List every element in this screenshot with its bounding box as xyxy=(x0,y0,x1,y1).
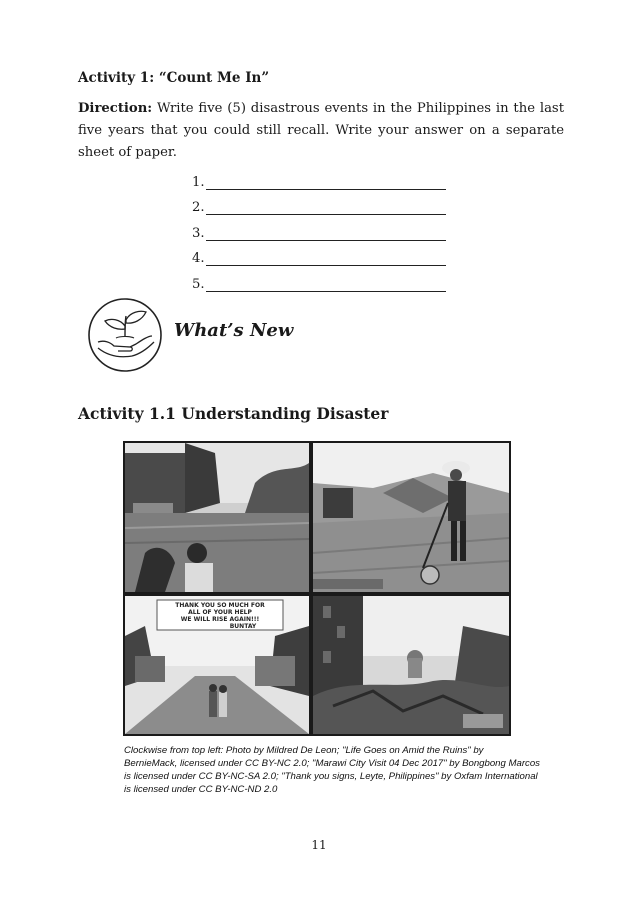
disaster-photo-collage xyxy=(123,441,511,736)
answer-number: 4. xyxy=(192,251,205,266)
activity-1-title: Activity 1: “Count Me In” xyxy=(78,70,270,86)
caption-line: Clockwise from top left: Photo by Mildred De Leon; "Life Goes on Amid the Ruins" by xyxy=(124,745,484,756)
page-number: 11 xyxy=(311,838,327,852)
city-ruins-photo xyxy=(313,596,509,734)
answer-lines xyxy=(192,164,446,292)
answer-line xyxy=(192,215,446,241)
activity-1-1-title: Activity 1.1 Understanding Disaster xyxy=(78,404,389,423)
answer-number: 3. xyxy=(192,225,205,241)
answer-blank xyxy=(206,175,446,190)
answer-blank xyxy=(206,226,446,241)
answer-number: 2. xyxy=(192,200,205,215)
whats-new-header xyxy=(86,296,386,376)
answer-number: 5. xyxy=(192,276,205,292)
hands-holding-seedling-icon xyxy=(86,296,164,374)
activity-1-direction xyxy=(78,98,564,164)
answer-line xyxy=(192,266,446,292)
answer-blank xyxy=(206,200,446,215)
direction-text: Write five (5) disastrous events in the Philippines in the last five years that you could still recall. Write your answer on a separate sheet of paper. xyxy=(78,101,564,160)
caption-line: is licensed under CC BY-NC-SA 2.0; "Thank you signs, Leyte, Philippines" by Oxfam International xyxy=(124,771,538,782)
sign-text-line: THANK YOU SO MUCH FOR xyxy=(175,602,265,609)
direction-label: Direction: xyxy=(78,101,153,116)
flooded-street-photo xyxy=(125,443,309,592)
answer-number: 1. xyxy=(192,174,205,190)
answer-line xyxy=(192,164,446,190)
answer-line xyxy=(192,241,446,267)
answer-blank xyxy=(206,277,446,292)
answer-line xyxy=(192,190,446,216)
photo-credits-caption xyxy=(124,744,544,796)
caption-line: is licensed under CC BY-NC-ND 2.0 xyxy=(124,784,278,795)
whats-new-title: What’s New xyxy=(174,320,294,341)
boy-on-road-photo xyxy=(313,443,509,592)
sign-text-line: ALL OF YOUR HELP xyxy=(188,609,252,616)
caption-line: BernieMack, licensed under CC BY-NC 2.0; "Marawi City Visit 04 Dec 2017" by Bongbong Marcos xyxy=(124,758,540,769)
sign-text-line: WE WILL RISE AGAIN!!! xyxy=(180,616,260,623)
sign-text-line: BUNTAY xyxy=(229,623,257,630)
answer-blank xyxy=(206,251,446,266)
thank-you-sign-photo xyxy=(125,596,309,734)
